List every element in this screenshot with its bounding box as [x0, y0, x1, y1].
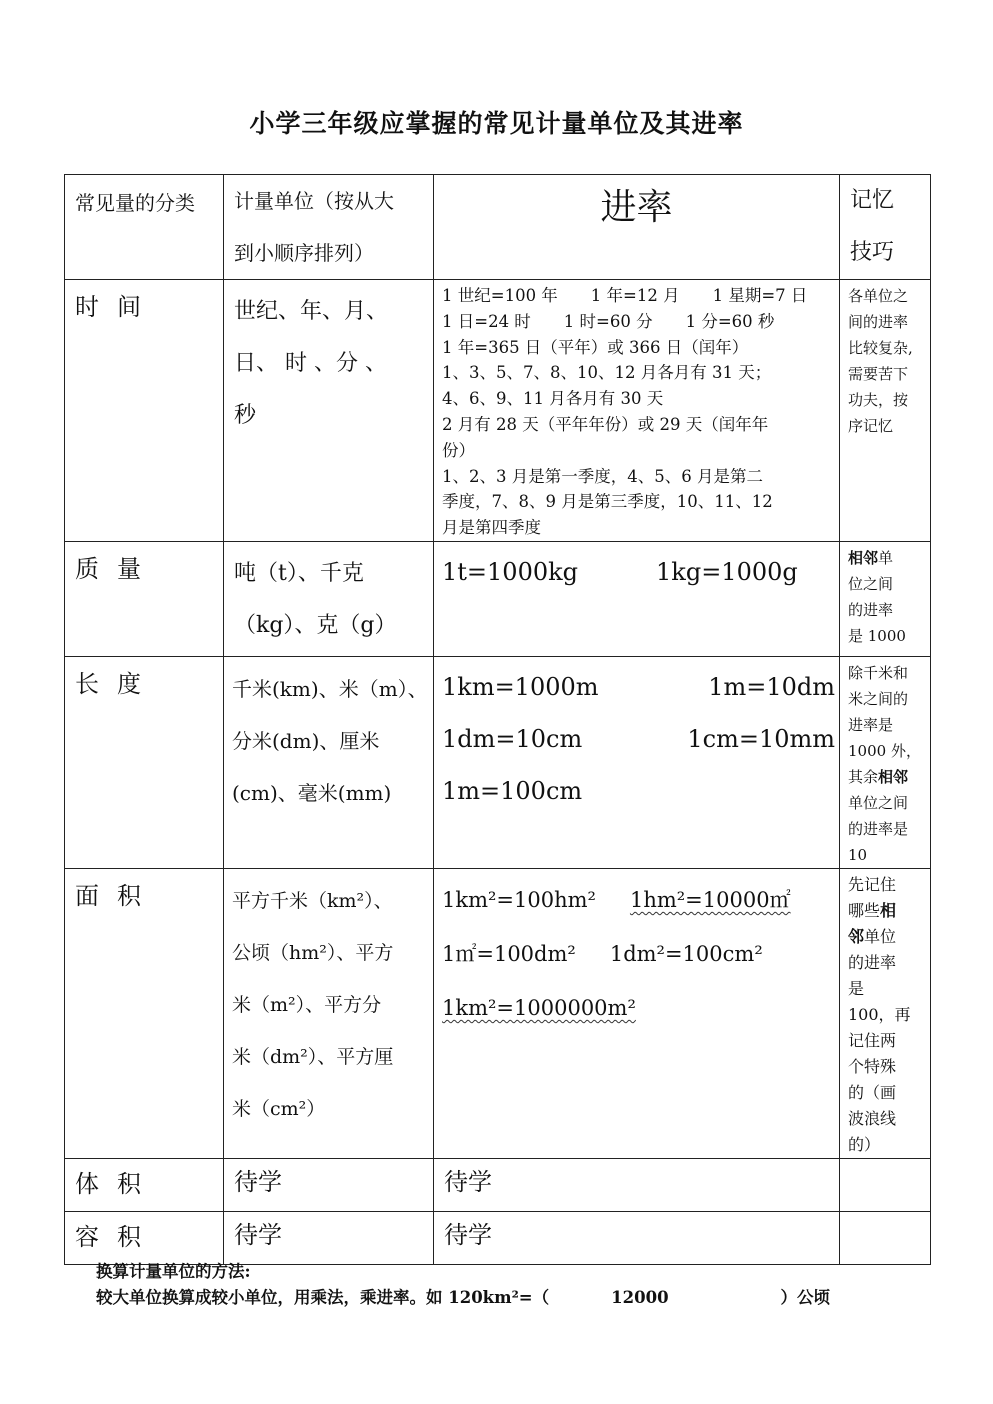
volume-units: 待学	[224, 1158, 434, 1211]
row-volume	[65, 1158, 931, 1211]
length-units: 千米(km)、米（m）、 分米(dm)、厘米 (cm)、毫米(mm)	[224, 656, 434, 868]
mass-units: 吨（t）、千克 （kg）、克（g）	[224, 541, 434, 656]
area-category: 面 积	[65, 868, 224, 1158]
time-rate-line: 1、3、5、7、8、10、12 月各月有 31 天；	[442, 363, 772, 383]
length-category: 长 度	[65, 656, 224, 868]
mass-tip: 相邻单 位之间 的进率 是 1000	[840, 541, 931, 656]
time-rate-line: 2 月有 28 天（平年年份）或 29 天（闰年年	[442, 414, 769, 434]
row-capacity	[65, 1211, 931, 1264]
wavy-underline-rate: 1hm²=10000㎡	[629, 887, 791, 912]
example-answer: 12000	[611, 1288, 669, 1307]
time-rate-line: 4、6、9、11 月各月有 30 天	[442, 389, 664, 409]
wavy-underline-rate: 1km²=1000000m²	[442, 995, 636, 1020]
area-units: 平方千米（km²）、 公顷（hm²）、平方 米（m²）、平方分 米（dm²）、平方厘 米（cm²）	[224, 868, 434, 1158]
volume-tip	[840, 1158, 931, 1211]
header-rate: 进率	[434, 175, 840, 280]
time-rate-line: 份）	[442, 440, 475, 460]
length-tip: 除千米和 米之间的 进率是 1000 外， 其余相邻 单位之间 的进率是 10	[840, 656, 931, 868]
method-heading: 换算计量单位的方法:	[96, 1262, 251, 1281]
volume-category: 体 积	[65, 1158, 224, 1211]
header-category: 常见量的分类	[65, 175, 224, 280]
area-rates: 1km²=100hm² 1hm²=10000㎡ 1㎡=100dm² 1dm²=100cm² 1km²=1000000m²	[434, 868, 840, 1158]
mass-category: 质 量	[65, 541, 224, 656]
row-area	[65, 868, 931, 1158]
row-mass	[65, 541, 931, 656]
mass-rates: 1t=1000kg 1kg=1000g	[434, 541, 840, 656]
time-rate-line: 季度，7、8、9 月是第三季度，10、11、12	[442, 492, 773, 512]
time-rate-line: 1 世纪=100 年 1 年=12 月 1 星期=7 日	[442, 286, 808, 305]
time-rate-line: 1 年=365 日（平年）或 366 日（闰年）	[442, 337, 749, 357]
time-category: 时 间	[65, 280, 224, 542]
area-tip: 先记住 哪些相 邻单位 的进率 是 100，再 记住两 个特殊 的（画 波浪线 的）	[840, 868, 931, 1158]
method-example: 较大单位换算成较小单位，用乘法，乘进率。如 120km²=（ 12000 ）公顷	[96, 1288, 831, 1307]
capacity-rates: 待学	[434, 1211, 840, 1264]
row-length	[65, 656, 931, 868]
units-table	[64, 174, 931, 1265]
time-rate-line: 1、2、3 月是第一季度，4、5、6 月是第二	[442, 466, 763, 486]
time-rate-line: 1 日=24 时 1 时=60 分 1 分=60 秒	[442, 311, 775, 331]
header-row	[65, 175, 931, 280]
capacity-units: 待学	[224, 1211, 434, 1264]
capacity-tip	[840, 1211, 931, 1264]
header-units: 计量单位（按从大 到小顺序排列）	[224, 175, 434, 280]
page-title: 小学三年级应掌握的常见计量单位及其进率	[249, 109, 744, 138]
length-rates: 1km=1000m 1m=10dm 1dm=10cm 1cm=10mm 1m=100cm	[434, 656, 840, 868]
time-tip: 各单位之 间的进率 比较复杂, 需要苦下 功夫，按 序记忆	[840, 280, 931, 542]
time-units: 世纪、年、月、 日、 时 、分 、 秒	[224, 280, 434, 542]
volume-rates: 待学	[434, 1158, 840, 1211]
capacity-category: 容 积	[65, 1211, 224, 1264]
time-rate-line: 月是第四季度	[442, 518, 541, 538]
header-tip: 记忆 技巧	[840, 175, 931, 280]
row-time	[65, 280, 931, 542]
time-rates	[434, 280, 840, 542]
